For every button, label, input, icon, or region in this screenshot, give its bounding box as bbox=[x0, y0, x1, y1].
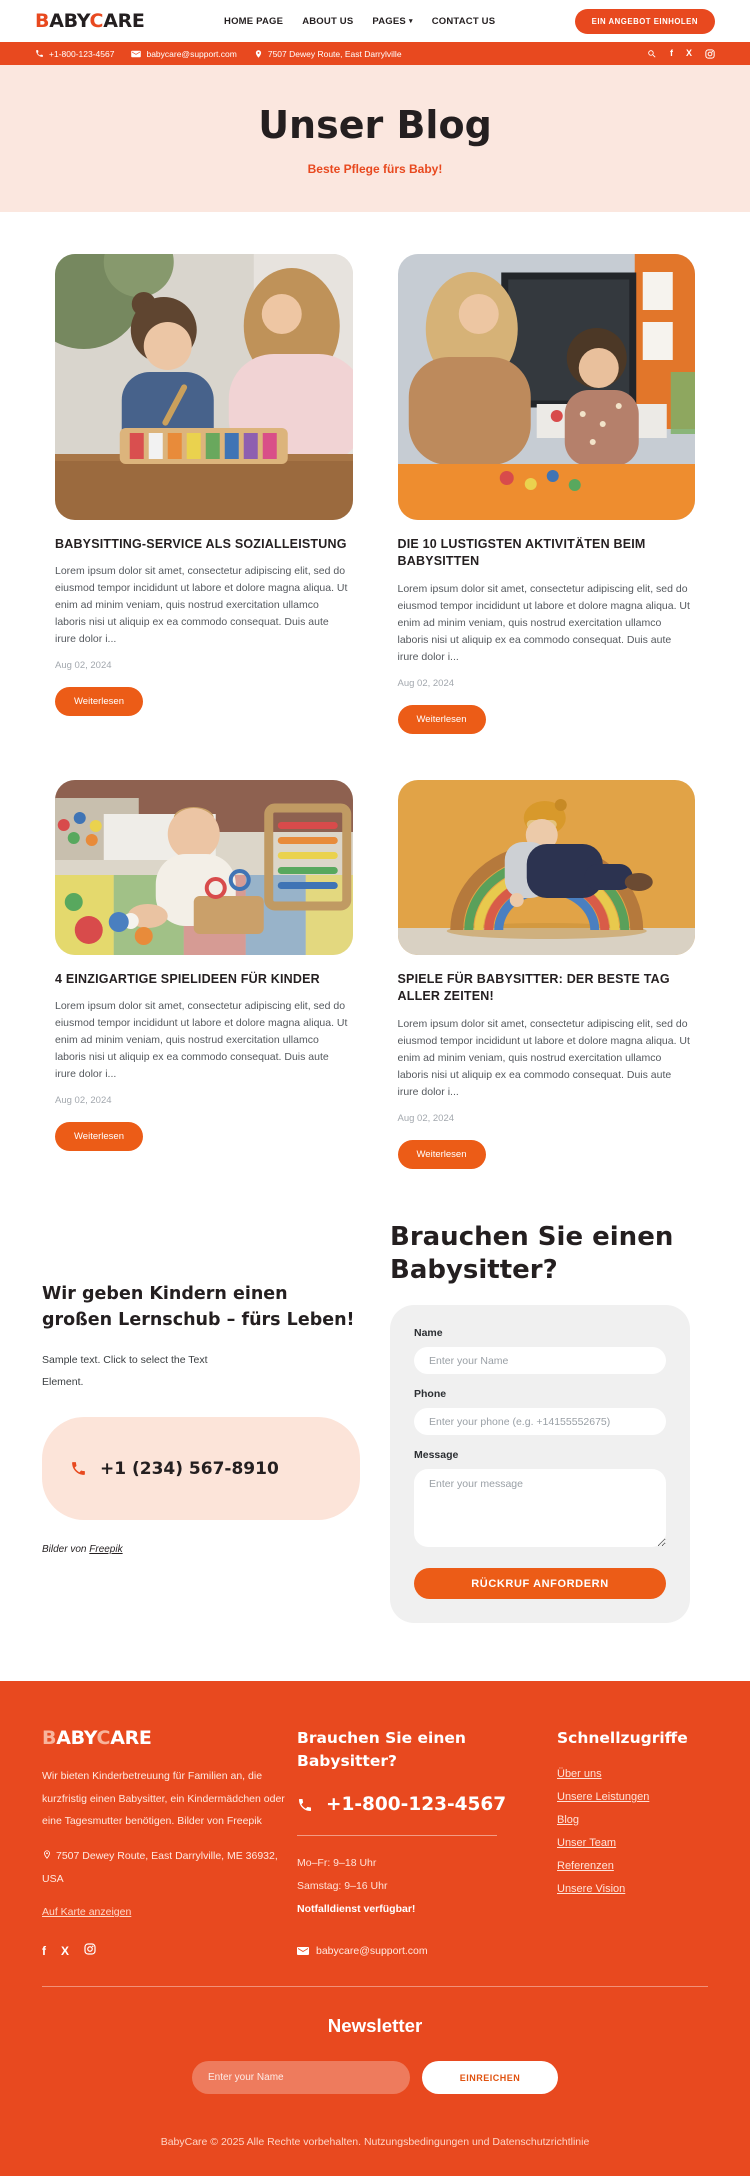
request-callback-button[interactable]: RÜCKRUF ANFORDERN bbox=[414, 1568, 666, 1599]
footer-contact-heading: Brauchen Sie einen Babysitter? bbox=[297, 1729, 466, 1770]
newsletter-heading: Newsletter bbox=[327, 2015, 423, 2037]
quicklink-blog[interactable]: Blog bbox=[557, 1813, 580, 1826]
quicklinks-list bbox=[557, 1768, 708, 1895]
get-quote-button[interactable]: EIN ANGEBOT EINHOLEN bbox=[575, 9, 715, 34]
message-label: Message bbox=[414, 1449, 459, 1462]
phone-icon bbox=[297, 1797, 313, 1813]
quicklink-about[interactable]: Über uns bbox=[557, 1767, 602, 1780]
phone-icon bbox=[35, 49, 44, 58]
page-subtitle: Beste Pflege fürs Baby! bbox=[307, 161, 443, 176]
newsletter-form bbox=[42, 2061, 708, 2094]
opening-hours bbox=[297, 1852, 522, 1921]
blog-excerpt: Lorem ipsum dolor sit amet, consectetur adipiscing elit, sed do eiusmod tempor incididunt ut labore et dolore magna aliqua. Ut enim ad minim veniam, quis nostrud exercitation ullamco laboris nisi ut aliquip ex ea commodo consequat. Duis aute irure dolor i... bbox=[55, 1000, 348, 1081]
blog-excerpt: Lorem ipsum dolor sit amet, consectetur adipiscing elit, sed do eiusmod tempor incididunt ut labore et dolore magna aliqua. Ut enim ad minim veniam, quis nostrud exercitation ullamco laboris nisi ut aliquip ex ea commodo consequat. Duis aute irure dolor i... bbox=[397, 1017, 690, 1098]
blog-excerpt: Lorem ipsum dolor sit amet, consectetur adipiscing elit, sed do eiusmod tempor incididunt ut labore et dolore magna aliqua. Ut enim ad minim veniam, quis nostrud exercitation ullamco laboris nisi ut aliquip ex ea commodo consequat. Duis aute irure dolor i... bbox=[55, 565, 348, 646]
read-more-button[interactable]: Weiterlesen bbox=[55, 687, 143, 716]
footer-address: 7507 Dewey Route, East Darrylville, ME 36932, USA bbox=[42, 1850, 278, 1885]
phone-field[interactable] bbox=[414, 1408, 666, 1435]
x-twitter-icon[interactable]: X bbox=[685, 48, 692, 58]
blog-card bbox=[55, 254, 353, 734]
newsletter-name-field[interactable] bbox=[192, 2061, 410, 2094]
quicklink-services[interactable]: Unsere Leistungen bbox=[557, 1790, 650, 1803]
nav-about[interactable]: ABOUT US bbox=[302, 15, 354, 27]
footer-phone-number: +1-800-123-4567 bbox=[326, 1794, 507, 1816]
brand-logo[interactable]: BABYCARE bbox=[35, 10, 145, 32]
message-field[interactable] bbox=[414, 1469, 666, 1547]
envelope-icon bbox=[131, 50, 141, 58]
chevron-down-icon: ▾ bbox=[408, 17, 413, 25]
newsletter-section bbox=[42, 1986, 708, 2176]
blog-card bbox=[398, 780, 696, 1169]
read-more-button[interactable]: Weiterlesen bbox=[55, 1122, 143, 1151]
divider bbox=[297, 1835, 497, 1836]
footer bbox=[0, 1681, 750, 2176]
footer-contact-column bbox=[297, 1727, 522, 1960]
intro-heading: Wir geben Kindern einen großen Lernschub – fürs Leben! bbox=[42, 1283, 355, 1331]
hours-weekdays: Mo–Fr: 9–18 Uhr bbox=[297, 1857, 377, 1870]
nav-home[interactable]: HOME PAGE bbox=[224, 15, 284, 27]
nav-pages[interactable]: PAGES ▾ bbox=[372, 15, 413, 27]
blog-image-classroom[interactable] bbox=[398, 254, 696, 520]
name-label: Name bbox=[414, 1327, 443, 1340]
top-contact-bar bbox=[0, 42, 750, 65]
x-twitter-icon[interactable]: X bbox=[61, 1944, 70, 1959]
copyright-text: BabyCare © 2025 Alle Rechte vorbehalten. Nutzungsbedingungen und Datenschutzrichtlinie bbox=[160, 2136, 590, 2149]
newsletter-submit-button[interactable]: EINREICHEN bbox=[422, 2061, 558, 2094]
instagram-icon[interactable] bbox=[84, 1942, 96, 1960]
phone-icon bbox=[70, 1460, 87, 1477]
map-pin-icon bbox=[254, 49, 263, 59]
intro-text: Sample text. Click to select the Text Element. bbox=[42, 1354, 208, 1389]
header bbox=[0, 0, 750, 42]
blog-image-xylophone[interactable] bbox=[55, 254, 353, 520]
image-credit: Bilder von Freepik bbox=[42, 1544, 123, 1556]
read-more-button[interactable]: Weiterlesen bbox=[398, 705, 486, 734]
topbar-address-link[interactable]: 7507 Dewey Route, East Darrylville bbox=[254, 49, 402, 59]
main-nav bbox=[224, 16, 495, 27]
footer-quicklinks-column bbox=[522, 1727, 708, 1960]
callback-form bbox=[390, 1305, 690, 1623]
facebook-icon[interactable]: f bbox=[669, 48, 673, 58]
nav-contact[interactable]: CONTACT US bbox=[431, 15, 496, 27]
blog-date: Aug 02, 2024 bbox=[397, 677, 455, 689]
emergency-note: Notfalldienst verfügbar! bbox=[297, 1903, 416, 1916]
blog-date: Aug 02, 2024 bbox=[397, 1112, 455, 1124]
map-pin-icon bbox=[42, 1849, 52, 1860]
footer-social-icons bbox=[42, 1942, 287, 1960]
topbar-email-link[interactable]: babycare@support.com bbox=[131, 49, 236, 59]
form-heading: Brauchen Sie einen Babysitter? bbox=[390, 1221, 674, 1286]
blog-title[interactable]: 4 EINZIGARTIGE SPIELIDEEN FÜR KINDER bbox=[55, 971, 320, 986]
name-field[interactable] bbox=[414, 1347, 666, 1374]
quicklink-references[interactable]: Referenzen bbox=[557, 1859, 614, 1872]
quicklink-team[interactable]: Unser Team bbox=[557, 1836, 617, 1849]
footer-phone-link[interactable] bbox=[297, 1794, 522, 1815]
callback-section bbox=[0, 1169, 750, 1624]
blog-title[interactable]: BABYSITTING-SERVICE ALS SOZIALLEISTUNG bbox=[55, 536, 347, 551]
hours-saturday: Samstag: 9–16 Uhr bbox=[297, 1879, 388, 1892]
quicklinks-heading: Schnellzugriffe bbox=[557, 1729, 688, 1748]
quicklink-vision[interactable]: Unsere Vision bbox=[557, 1882, 626, 1895]
blog-date: Aug 02, 2024 bbox=[55, 660, 112, 672]
read-more-button[interactable]: Weiterlesen bbox=[398, 1140, 486, 1169]
footer-about-text: Wir bieten Kinderbetreuung für Familien an, die kurzfristig einen Babysitter, ein Kindermädchen oder eine Tagesmutter benötigen. Bilder von Freepik bbox=[42, 1770, 285, 1828]
callback-form-column bbox=[390, 1221, 690, 1624]
hero-banner bbox=[0, 65, 750, 212]
blog-title[interactable]: DIE 10 LUSTIGSTEN AKTIVITÄTEN BEIM BABYSITTEN bbox=[397, 536, 646, 569]
blog-image-rainbow-arch[interactable] bbox=[398, 780, 696, 955]
instagram-icon[interactable] bbox=[705, 48, 715, 59]
page-title: Unser Blog bbox=[258, 103, 492, 147]
callback-intro bbox=[42, 1221, 360, 1624]
blog-excerpt: Lorem ipsum dolor sit amet, consectetur adipiscing elit, sed do eiusmod tempor incididunt ut labore et dolore magna aliqua. Ut enim ad minim veniam, quis nostrud exercitation ullamco laboris nisi ut aliquip ex ea commodo consequat. Duis aute irure dolor i... bbox=[397, 582, 690, 663]
blog-date: Aug 02, 2024 bbox=[55, 1095, 112, 1107]
blog-card bbox=[398, 254, 696, 734]
phone-label: Phone bbox=[414, 1388, 447, 1401]
footer-email-link[interactable]: babycare@support.com bbox=[297, 1945, 522, 1957]
facebook-icon[interactable]: f bbox=[42, 1944, 46, 1959]
search-icon[interactable] bbox=[647, 48, 657, 59]
topbar-phone-link[interactable]: +1-800-123-4567 bbox=[35, 49, 114, 59]
blog-grid bbox=[0, 212, 750, 1169]
map-link[interactable]: Auf Karte anzeigen bbox=[42, 1906, 132, 1919]
footer-about-column bbox=[42, 1727, 287, 1960]
blog-card bbox=[55, 780, 353, 1169]
footer-logo: BABYCARE bbox=[42, 1727, 152, 1750]
topbar-icons bbox=[647, 48, 715, 59]
phone-card[interactable] bbox=[42, 1417, 360, 1520]
envelope-icon bbox=[297, 1946, 309, 1956]
blog-image-playmat[interactable] bbox=[55, 780, 353, 955]
freepik-link[interactable]: Freepik bbox=[89, 1544, 123, 1556]
blog-title[interactable]: SPIELE FÜR BABYSITTER: DER BESTE TAG ALLER ZEITEN! bbox=[397, 971, 670, 1004]
phone-number: +1 (234) 567-8910 bbox=[100, 1458, 279, 1479]
